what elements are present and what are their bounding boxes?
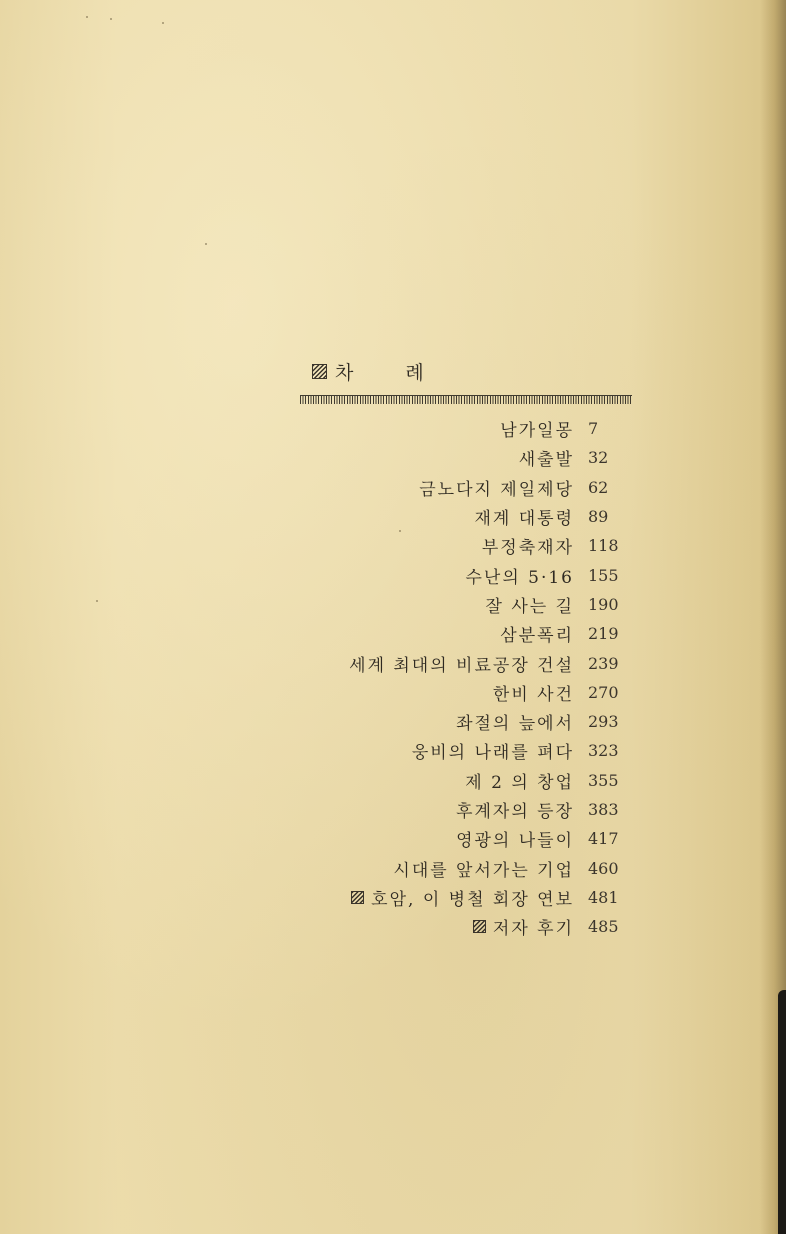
- toc-entry-label: 좌절의 늪에서: [456, 714, 574, 735]
- paper-speck: [205, 243, 207, 245]
- toc-entry-label: 호암, 이 병철 회장 연보: [371, 889, 574, 910]
- toc-entry-page: 460: [588, 858, 619, 878]
- toc-entry[interactable]: [250, 414, 630, 443]
- toc-entry[interactable]: [250, 560, 630, 589]
- toc-entry-page: 293: [588, 712, 619, 732]
- hatched-box-icon: [473, 920, 486, 933]
- toc-entry-page: 417: [588, 829, 619, 849]
- toc-entry-label: 남가일몽: [500, 421, 574, 442]
- toc-entry-page: 155: [588, 565, 619, 585]
- toc-entry[interactable]: [250, 619, 630, 648]
- hatched-box-icon: [312, 364, 327, 379]
- toc-entry-label: 웅비의 나래를 펴다: [411, 743, 574, 764]
- toc-entry-page: 270: [588, 682, 619, 702]
- toc-entry[interactable]: [250, 502, 630, 531]
- toc-entry-page: 481: [588, 887, 619, 907]
- toc-entry[interactable]: [250, 795, 630, 824]
- toc-entry[interactable]: [250, 824, 630, 853]
- paper-speck: [162, 22, 164, 24]
- toc-entry-label: 시대를 앞서가는 기업: [393, 860, 574, 881]
- toc-entry-label: 삼분폭리: [500, 626, 574, 647]
- toc-entry-page: 239: [588, 653, 619, 673]
- toc-list: [250, 414, 630, 941]
- toc-entry-label-with-marker: [473, 914, 574, 939]
- toc-entry[interactable]: [250, 912, 630, 941]
- toc-entry-label: 부정축재자: [481, 538, 574, 559]
- toc-entry-label: 수난의 5·16: [465, 567, 574, 588]
- toc-entry-label: 세계 최대의 비료공장 건설: [349, 655, 574, 676]
- toc-entry-label: 금노다지 제일제당: [419, 479, 574, 500]
- toc-title: 차 례: [335, 361, 447, 384]
- toc-entry-label: 한비 사건: [492, 684, 574, 705]
- toc-entry-label: 제 2 의 창업: [465, 772, 574, 793]
- toc-entry-label: 재계 대통령: [474, 509, 574, 530]
- toc-entry[interactable]: [250, 443, 630, 472]
- page-edge-dark: [778, 990, 786, 1234]
- toc-entry[interactable]: [250, 473, 630, 502]
- toc-entry-page: 219: [588, 624, 619, 644]
- toc-entry-label-with-marker: [351, 885, 574, 910]
- toc-entry-page: 89: [588, 507, 609, 527]
- toc-entry-page: 485: [588, 917, 619, 937]
- toc-entry-page: 190: [588, 594, 619, 614]
- hatched-box-icon: [351, 891, 364, 904]
- toc-entry-label: 영광의 나들이: [456, 831, 574, 852]
- toc-divider-rule: [300, 395, 632, 404]
- toc-entry-label: 새출발: [518, 450, 574, 471]
- toc-entry-page: 32: [588, 448, 609, 468]
- toc-entry-page: 7: [588, 419, 599, 439]
- toc-entry[interactable]: [250, 853, 630, 882]
- toc-entry[interactable]: [250, 648, 630, 677]
- toc-entry-label: 후계자의 등장: [456, 802, 574, 822]
- toc-entry[interactable]: [250, 707, 630, 736]
- toc-entry-page: 118: [588, 536, 619, 556]
- toc-entry-label: 잘 사는 길: [485, 596, 574, 617]
- toc-entry-page: 355: [588, 770, 619, 790]
- toc-entry[interactable]: [250, 736, 630, 765]
- paper-speck: [110, 18, 112, 20]
- toc-entry-page: 323: [588, 741, 619, 761]
- toc-entry[interactable]: [250, 766, 630, 795]
- toc-entry-label: 저자 후기: [492, 919, 574, 940]
- toc-entry[interactable]: [250, 883, 630, 912]
- paper-speck: [96, 600, 98, 602]
- toc-entry[interactable]: [250, 590, 630, 619]
- paper-speck: [86, 16, 88, 18]
- toc-entry[interactable]: [250, 678, 630, 707]
- toc-header: [312, 355, 447, 387]
- toc-entry[interactable]: [250, 531, 630, 560]
- toc-entry-page: 383: [588, 800, 619, 819]
- toc-entry-page: 62: [588, 477, 609, 497]
